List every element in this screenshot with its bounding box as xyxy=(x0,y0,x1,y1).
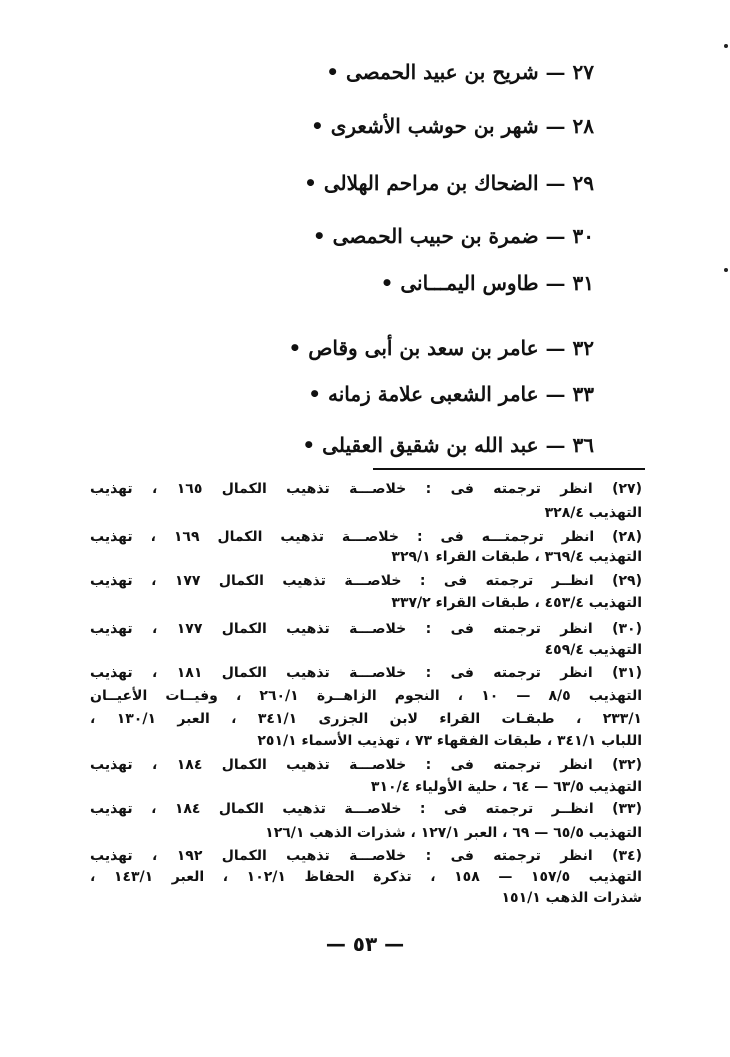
footnote-line: التهذيب ١٥٧/٥ — ١٥٨ ، تذكرة الحفاظ ١٠٢/١ ، العبر ١٤٣/١ ، xyxy=(90,869,642,885)
footnote-separator xyxy=(373,468,645,470)
footnote-line: التهذيب ٣٢٨/٤ xyxy=(544,505,642,521)
footnote-line: (٣٣) انظــر ترجمته فى : خلاصـــة تذهيب الكمال ١٨٤ ، تهذيب xyxy=(90,801,643,817)
footnote-line: التهذيب ٦٥/٥ — ٦٩ ، العبر ١٢٧/١ ، شذرات الذهب ١٢٦/١ xyxy=(265,825,642,841)
entry-31: ٣١ — طاوس اليمـــانى • xyxy=(380,271,594,295)
scan-speck xyxy=(724,268,728,272)
footnote-line: (٢٧) انظر ترجمته فى : خلاصـــة تذهيب الكمال ١٦٥ ، تهذيب xyxy=(90,481,642,497)
scan-speck xyxy=(724,44,728,48)
footnote-line: التهذيب ٤٥٣/٤ ، طبقات القراء ٣٣٧/٢ xyxy=(391,595,642,611)
footnote-line: (٣٠) انظر ترجمته فى : خلاصـــة تذهيب الكمال ١٧٧ ، تهذيب xyxy=(90,621,642,637)
footnote-line: (٢٨) انظر ترجمتـــه فى : خلاصـــة تذهيب الكمال ١٦٩ ، تهذيب xyxy=(90,529,642,545)
footnote-line: (٣٢) انظر ترجمته فى : خلاصـــة تذهيب الكمال ١٨٤ ، تهذيب xyxy=(90,757,642,773)
footnote-line: (٣١) انظر ترجمته فى : خلاصـــة تذهيب الكمال ١٨١ ، تهذيب xyxy=(90,665,642,681)
footnote-line: التهذيب ٨/٥ — ١٠ ، النجوم الزاهــرة ٢٦٠/١ ، وفيــات الأعيــان xyxy=(90,688,643,704)
page-number: — ٥٣ — xyxy=(325,932,405,956)
entry-27: ٢٧ — شريح بن عبيد الحمصى • xyxy=(326,60,594,84)
footnote-line: التهذيب ٣٦٩/٤ ، طبقات القراء ٣٢٩/١ xyxy=(391,549,642,565)
footnote-line: التهذيب ٤٥٩/٤ xyxy=(544,642,642,658)
footnote-line: شذرات الذهب ١٥١/١ xyxy=(501,890,642,906)
footnote-line: اللباب ٣٤١/١ ، طبقات الفقهاء ٧٣ ، تهذيب الأسماء ٢٥١/١ xyxy=(257,733,642,749)
entry-30: ٣٠ — ضمرة بن حبيب الحمصى • xyxy=(312,224,594,248)
entry-29: ٢٩ — الضحاك بن مراحم الهلالى • xyxy=(304,171,594,195)
entry-36: ٣٦ — عبد الله بن شقيق العقيلى • xyxy=(302,433,594,457)
footnote-line: (٢٩) انظــر ترجمته فى : خلاصـــة تذهيب الكمال ١٧٧ ، تهذيب xyxy=(90,573,643,589)
footnote-line: التهذيب ٦٣/٥ — ٦٤ ، حلية الأولياء ٣١٠/٤ xyxy=(370,779,642,795)
entry-28: ٢٨ — شهر بن حوشب الأشعرى • xyxy=(311,114,594,138)
entry-32: ٣٢ — عامر بن سعد بن أبى وقاص • xyxy=(288,336,594,360)
footnote-line: ٢٣٣/١ ، طبقـات القراء لابن الجزرى ٣٤١/١ ، العبر ١٣٠/١ ، xyxy=(90,711,642,727)
footnote-line: (٣٤) انظر ترجمته فى : خلاصـــة تذهيب الكمال ١٩٢ ، تهذيب xyxy=(90,848,642,864)
entry-33: ٣٣ — عامر الشعبى علامة زمانه • xyxy=(308,382,594,406)
